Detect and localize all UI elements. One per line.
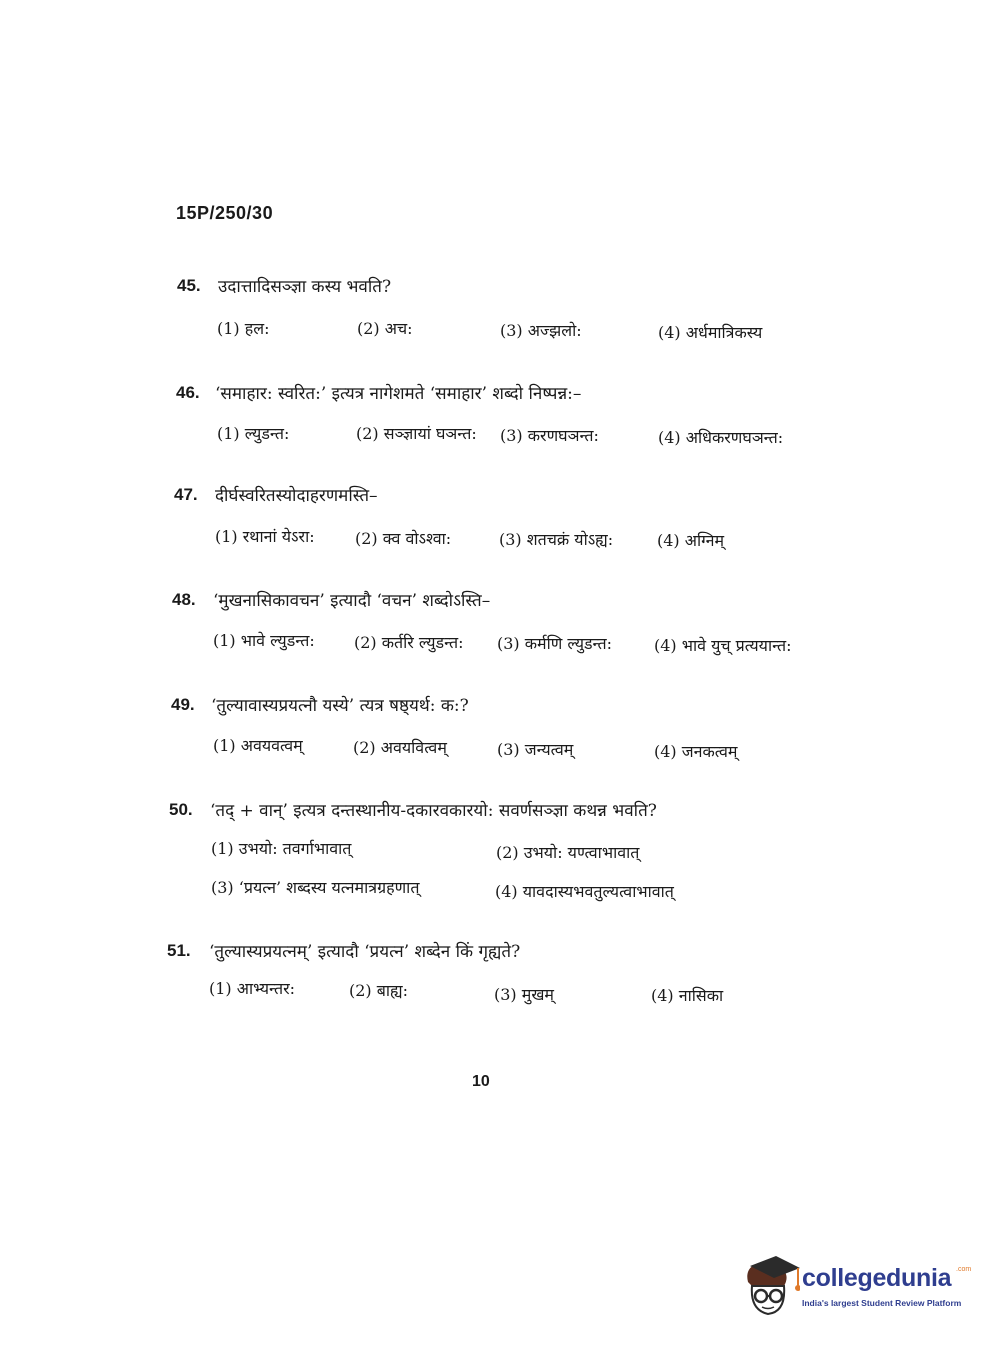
page-number: 10 [472, 1073, 490, 1090]
option-4: (4) अर्धमात्रिकस्य [658, 323, 763, 342]
question-number: 49. [171, 695, 195, 714]
option-4: (4) अधिकरणघञन्त: [658, 428, 784, 447]
option-3: (3) मुखम् [494, 985, 554, 1004]
option-1: (1) अवयवत्वम् [213, 736, 303, 755]
question-number: 48. [172, 590, 196, 609]
option-2: (2) क्व वोऽश्वा: [355, 529, 452, 548]
option-3: (3) कर्मणि ल्युडन्त: [497, 634, 612, 653]
paper-code: 15P/250/30 [176, 203, 274, 223]
option-1: (1) रथानां येऽरा: [215, 527, 315, 546]
option-2: (2) अवयवित्वम् [353, 738, 447, 757]
option-3: (3) शतचक्रं योऽह्य: [499, 530, 614, 549]
option-4: (4) नासिका [651, 986, 724, 1005]
question-number: 51. [167, 941, 191, 960]
logo-domain-suffix: .com [956, 1266, 972, 1273]
option-3: (3) जन्यत्वम् [497, 740, 574, 759]
question-text: ‘तुल्यास्यप्रयत्नम्’ इत्यादौ ‘प्रयत्न’ शब्देन किं गृह्यते? [209, 942, 521, 962]
option-4: (4) भावे युच् प्रत्ययान्त: [654, 636, 792, 655]
option-1: (1) भावे ल्युडन्त: [213, 631, 315, 650]
option-4: (4) यावदास्यभवतुल्यत्वाभावात् [495, 882, 674, 901]
option-1: (1) हल: [217, 319, 270, 338]
question-text: ‘मुखनासिकावचन’ इत्यादौ ‘वचन’ शब्दोऽस्ति– [213, 591, 491, 611]
question-number: 50. [169, 800, 193, 819]
logo-wordmark: collegedunia [802, 1264, 952, 1292]
question-text: ‘समाहार: स्वरित:’ इत्यत्र नागेशमते ‘समाहार’ शब्दो निष्पन्न:– [215, 384, 582, 404]
option-3: (3) करणघञन्त: [500, 426, 599, 445]
question-text: दीर्घस्वरितस्योदाहरणमस्ति– [215, 486, 378, 506]
question-number: 46. [176, 383, 200, 402]
question-text: उदात्तादिसञ्ज्ञा कस्य भवति? [218, 277, 392, 297]
option-2: (2) बाह्य: [349, 981, 409, 1000]
option-4: (4) अग्निम् [657, 531, 725, 550]
option-2: (2) अच: [357, 319, 413, 338]
option-2: (2) कर्तरि ल्युडन्त: [354, 633, 464, 652]
option-1: (1) उभयो: तवर्गाभावात् [211, 839, 352, 858]
question-number: 47. [174, 485, 198, 504]
question-text: ‘तद् + वान्’ इत्यत्र दन्तस्थानीय-दकारवकारयो: सवर्णसञ्ज्ञा कथन्न भवति? [210, 801, 657, 821]
collegedunia-logo[interactable] [740, 1250, 980, 1320]
option-3: (3) ‘प्रयत्न’ शब्दस्य यत्नमात्रग्रहणात् [211, 878, 420, 897]
question-number: 45. [177, 276, 201, 295]
question-text: ‘तुल्यावास्यप्रयत्नौ यस्ये’ त्यत्र षष्ठ्यर्थ: क:? [211, 696, 469, 716]
option-2: (2) सञ्ज्ञायां घञन्त: [356, 424, 477, 443]
option-4: (4) जनकत्वम् [654, 742, 738, 761]
mascot-graduation-cap-icon [740, 1252, 800, 1316]
logo-tagline: India's largest Student Review Platform [802, 1298, 962, 1308]
option-1: (1) आभ्यन्तर: [209, 979, 296, 998]
option-1: (1) ल्युडन्त: [217, 424, 290, 443]
option-3: (3) अज्झलो: [500, 321, 582, 340]
option-2: (2) उभयो: यण्त्वाभावात् [496, 843, 640, 862]
